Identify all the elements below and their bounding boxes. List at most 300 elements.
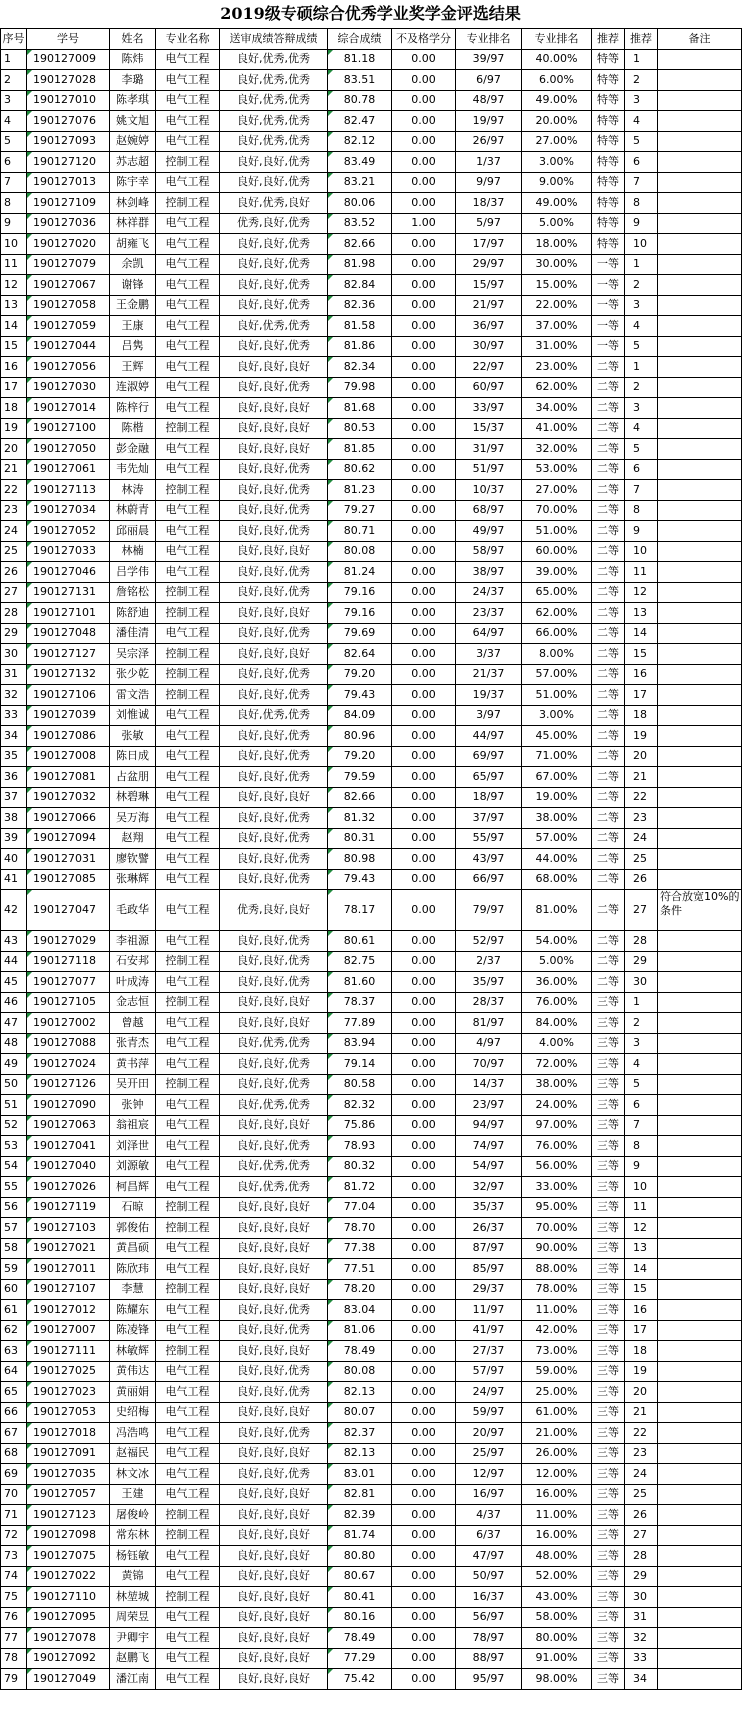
cell-index: 23	[1, 500, 27, 521]
cell-award-level: 二等	[592, 746, 625, 767]
cell-award-order: 25	[625, 1484, 658, 1505]
cell-award-order: 3	[625, 1033, 658, 1054]
cell-failed-credits: 0.00	[392, 336, 456, 357]
cell-rank-percent: 18.00%	[522, 234, 592, 255]
cell-rank-percent: 36.00%	[522, 972, 592, 993]
cell-award-level: 二等	[592, 562, 625, 583]
header-failed-credits: 不及格学分	[392, 29, 456, 50]
cell-award-order: 12	[625, 582, 658, 603]
cell-rank-percent: 70.00%	[522, 1218, 592, 1239]
cell-name: 赵鹏飞	[110, 1648, 156, 1669]
cell-major: 电气工程	[156, 70, 220, 91]
cell-index: 37	[1, 787, 27, 808]
cell-major: 控制工程	[156, 685, 220, 706]
cell-student-id: 190127026	[27, 1177, 110, 1198]
cell-rank-percent: 71.00%	[522, 746, 592, 767]
cell-major-rank: 88/97	[456, 1648, 522, 1669]
cell-composite-score: 81.74	[328, 1525, 392, 1546]
cell-award-order: 20	[625, 746, 658, 767]
cell-index: 64	[1, 1361, 27, 1382]
cell-major: 控制工程	[156, 1197, 220, 1218]
cell-review-scores: 良好,良好,优秀	[220, 172, 328, 193]
cell-rank-percent: 34.00%	[522, 398, 592, 419]
cell-rank-percent: 12.00%	[522, 1464, 592, 1485]
cell-major: 电气工程	[156, 357, 220, 378]
cell-review-scores: 良好,优秀,优秀	[220, 1177, 328, 1198]
cell-rank-percent: 90.00%	[522, 1238, 592, 1259]
cell-major-rank: 6/97	[456, 70, 522, 91]
cell-student-id: 190127119	[27, 1197, 110, 1218]
cell-major-rank: 11/97	[456, 1300, 522, 1321]
cell-remarks	[658, 541, 742, 562]
table-row	[1, 1259, 742, 1280]
cell-award-level: 特等	[592, 213, 625, 234]
cell-rank-percent: 45.00%	[522, 726, 592, 747]
cell-award-order: 23	[625, 1443, 658, 1464]
cell-composite-score: 80.78	[328, 90, 392, 111]
cell-review-scores: 良好,良好,良好	[220, 1443, 328, 1464]
cell-rank-percent: 68.00%	[522, 869, 592, 890]
cell-remarks	[658, 1546, 742, 1567]
cell-rank-percent: 4.00%	[522, 1033, 592, 1054]
cell-award-order: 26	[625, 869, 658, 890]
cell-remarks	[658, 377, 742, 398]
cell-major-rank: 22/97	[456, 357, 522, 378]
cell-failed-credits: 0.00	[392, 582, 456, 603]
cell-composite-score: 79.16	[328, 603, 392, 624]
cell-remarks	[658, 951, 742, 972]
cell-composite-score: 83.52	[328, 213, 392, 234]
cell-award-level: 三等	[592, 1136, 625, 1157]
cell-index: 55	[1, 1177, 27, 1198]
cell-award-level: 三等	[592, 1156, 625, 1177]
cell-failed-credits: 0.00	[392, 1074, 456, 1095]
cell-index: 13	[1, 295, 27, 316]
cell-major: 电气工程	[156, 746, 220, 767]
cell-award-level: 特等	[592, 131, 625, 152]
cell-failed-credits: 0.00	[392, 1484, 456, 1505]
cell-major-rank: 50/97	[456, 1566, 522, 1587]
cell-rank-percent: 73.00%	[522, 1341, 592, 1362]
cell-major: 控制工程	[156, 1279, 220, 1300]
cell-failed-credits: 0.00	[392, 1279, 456, 1300]
cell-major: 控制工程	[156, 1525, 220, 1546]
cell-review-scores: 良好,良好,优秀	[220, 521, 328, 542]
cell-award-order: 10	[625, 541, 658, 562]
cell-major: 电气工程	[156, 828, 220, 849]
cell-award-order: 18	[625, 705, 658, 726]
cell-student-id: 190127048	[27, 623, 110, 644]
cell-major-rank: 19/37	[456, 685, 522, 706]
cell-review-scores: 良好,良好,优秀	[220, 152, 328, 173]
cell-composite-score: 81.68	[328, 398, 392, 419]
cell-major-rank: 87/97	[456, 1238, 522, 1259]
cell-award-level: 一等	[592, 275, 625, 296]
cell-rank-percent: 91.00%	[522, 1648, 592, 1669]
cell-major-rank: 9/97	[456, 172, 522, 193]
cell-student-id: 190127030	[27, 377, 110, 398]
cell-failed-credits: 0.00	[392, 1095, 456, 1116]
cell-award-level: 特等	[592, 193, 625, 214]
cell-major-rank: 59/97	[456, 1402, 522, 1423]
cell-rank-percent: 30.00%	[522, 254, 592, 275]
cell-student-id: 190127035	[27, 1464, 110, 1485]
cell-name: 王辉	[110, 357, 156, 378]
cell-award-order: 5	[625, 131, 658, 152]
cell-review-scores: 良好,良好,良好	[220, 357, 328, 378]
cell-index: 48	[1, 1033, 27, 1054]
cell-major-rank: 18/97	[456, 787, 522, 808]
cell-award-level: 特等	[592, 111, 625, 132]
cell-composite-score: 82.37	[328, 1423, 392, 1444]
cell-award-level: 三等	[592, 1628, 625, 1649]
cell-rank-percent: 20.00%	[522, 111, 592, 132]
cell-review-scores: 优秀,良好,良好	[220, 890, 328, 931]
table-row	[1, 1382, 742, 1403]
cell-remarks	[658, 1341, 742, 1362]
cell-remarks	[658, 1382, 742, 1403]
cell-remarks	[658, 582, 742, 603]
table-row	[1, 664, 742, 685]
cell-name: 李祖源	[110, 931, 156, 952]
cell-remarks	[658, 623, 742, 644]
cell-major: 电气工程	[156, 1136, 220, 1157]
cell-major: 电气工程	[156, 131, 220, 152]
table-row	[1, 1484, 742, 1505]
cell-review-scores: 良好,良好,良好	[220, 1628, 328, 1649]
table-row	[1, 295, 742, 316]
cell-rank-percent: 62.00%	[522, 603, 592, 624]
cell-award-level: 三等	[592, 1074, 625, 1095]
cell-student-id: 190127113	[27, 480, 110, 501]
cell-review-scores: 良好,良好,优秀	[220, 664, 328, 685]
cell-major-rank: 64/97	[456, 623, 522, 644]
cell-index: 27	[1, 582, 27, 603]
table-row	[1, 1095, 742, 1116]
cell-student-id: 190127053	[27, 1402, 110, 1423]
cell-award-order: 6	[625, 1095, 658, 1116]
cell-remarks	[658, 1484, 742, 1505]
cell-award-order: 34	[625, 1669, 658, 1690]
cell-major: 电气工程	[156, 1156, 220, 1177]
cell-major-rank: 35/97	[456, 972, 522, 993]
cell-student-id: 190127029	[27, 931, 110, 952]
cell-name: 林剑峰	[110, 193, 156, 214]
cell-failed-credits: 0.00	[392, 1033, 456, 1054]
table-row	[1, 931, 742, 952]
cell-major: 控制工程	[156, 193, 220, 214]
cell-student-id: 190127002	[27, 1013, 110, 1034]
cell-rank-percent: 38.00%	[522, 1074, 592, 1095]
cell-review-scores: 良好,优秀,良好	[220, 193, 328, 214]
cell-rank-percent: 57.00%	[522, 828, 592, 849]
table-row	[1, 1423, 742, 1444]
cell-major: 电气工程	[156, 111, 220, 132]
cell-award-level: 三等	[592, 1546, 625, 1567]
cell-award-level: 三等	[592, 992, 625, 1013]
cell-review-scores: 良好,良好,优秀	[220, 1136, 328, 1157]
cell-remarks	[658, 746, 742, 767]
cell-award-order: 14	[625, 623, 658, 644]
cell-name: 黄丽娟	[110, 1382, 156, 1403]
cell-index: 70	[1, 1484, 27, 1505]
cell-student-id: 190127081	[27, 767, 110, 788]
cell-student-id: 190127091	[27, 1443, 110, 1464]
cell-failed-credits: 0.00	[392, 1464, 456, 1485]
cell-major: 电气工程	[156, 316, 220, 337]
cell-award-order: 30	[625, 972, 658, 993]
cell-award-order: 16	[625, 1300, 658, 1321]
cell-award-level: 三等	[592, 1218, 625, 1239]
table-row	[1, 1341, 742, 1362]
cell-award-order: 13	[625, 603, 658, 624]
cell-award-level: 二等	[592, 869, 625, 890]
cell-index: 67	[1, 1423, 27, 1444]
cell-major-rank: 78/97	[456, 1628, 522, 1649]
cell-failed-credits: 0.00	[392, 890, 456, 931]
cell-failed-credits: 0.00	[392, 541, 456, 562]
cell-major-rank: 30/97	[456, 336, 522, 357]
cell-name: 吴万海	[110, 808, 156, 829]
cell-major: 电气工程	[156, 398, 220, 419]
cell-review-scores: 良好,良好,良好	[220, 1648, 328, 1669]
cell-major: 电气工程	[156, 541, 220, 562]
cell-rank-percent: 66.00%	[522, 623, 592, 644]
cell-index: 75	[1, 1587, 27, 1608]
cell-name: 占盆朋	[110, 767, 156, 788]
cell-remarks	[658, 131, 742, 152]
cell-remarks	[658, 90, 742, 111]
cell-failed-credits: 0.00	[392, 808, 456, 829]
cell-rank-percent: 5.00%	[522, 213, 592, 234]
cell-failed-credits: 0.00	[392, 1238, 456, 1259]
cell-failed-credits: 0.00	[392, 705, 456, 726]
cell-review-scores: 良好,良好,优秀	[220, 972, 328, 993]
cell-remarks	[658, 1218, 742, 1239]
cell-major: 控制工程	[156, 664, 220, 685]
cell-award-level: 三等	[592, 1300, 625, 1321]
cell-major-rank: 28/37	[456, 992, 522, 1013]
cell-rank-percent: 61.00%	[522, 1402, 592, 1423]
cell-composite-score: 80.71	[328, 521, 392, 542]
cell-review-scores: 良好,优秀,优秀	[220, 1033, 328, 1054]
cell-major: 电气工程	[156, 377, 220, 398]
cell-major: 电气工程	[156, 500, 220, 521]
cell-name: 李慧	[110, 1279, 156, 1300]
cell-review-scores: 良好,良好,优秀	[220, 562, 328, 583]
table-row	[1, 869, 742, 890]
cell-student-id: 190127109	[27, 193, 110, 214]
cell-index: 78	[1, 1648, 27, 1669]
cell-name: 林楠	[110, 541, 156, 562]
cell-review-scores: 优秀,良好,优秀	[220, 213, 328, 234]
table-row	[1, 890, 742, 931]
cell-name: 王康	[110, 316, 156, 337]
cell-major-rank: 23/37	[456, 603, 522, 624]
cell-major: 控制工程	[156, 1341, 220, 1362]
cell-rank-percent: 49.00%	[522, 193, 592, 214]
cell-award-order: 8	[625, 193, 658, 214]
cell-composite-score: 83.94	[328, 1033, 392, 1054]
cell-student-id: 190127012	[27, 1300, 110, 1321]
cell-major-rank: 54/97	[456, 1156, 522, 1177]
cell-rank-percent: 24.00%	[522, 1095, 592, 1116]
cell-student-id: 190127050	[27, 439, 110, 460]
cell-major: 电气工程	[156, 1300, 220, 1321]
cell-remarks	[658, 49, 742, 70]
cell-remarks	[658, 234, 742, 255]
cell-award-order: 11	[625, 1197, 658, 1218]
cell-composite-score: 80.31	[328, 828, 392, 849]
cell-student-id: 190127011	[27, 1259, 110, 1280]
cell-name: 翁祖宸	[110, 1115, 156, 1136]
cell-major-rank: 49/97	[456, 521, 522, 542]
cell-failed-credits: 0.00	[392, 1546, 456, 1567]
cell-composite-score: 79.98	[328, 377, 392, 398]
cell-failed-credits: 0.00	[392, 439, 456, 460]
cell-major: 电气工程	[156, 931, 220, 952]
cell-major-rank: 4/97	[456, 1033, 522, 1054]
cell-remarks	[658, 70, 742, 91]
cell-student-id: 190127095	[27, 1607, 110, 1628]
cell-rank-percent: 42.00%	[522, 1320, 592, 1341]
table-row	[1, 254, 742, 275]
table-row	[1, 1546, 742, 1567]
cell-award-level: 特等	[592, 90, 625, 111]
cell-review-scores: 良好,良好,优秀	[220, 849, 328, 870]
cell-failed-credits: 0.00	[392, 254, 456, 275]
cell-major-rank: 69/97	[456, 746, 522, 767]
cell-rank-percent: 22.00%	[522, 295, 592, 316]
cell-composite-score: 78.49	[328, 1628, 392, 1649]
cell-rank-percent: 39.00%	[522, 562, 592, 583]
table-row	[1, 1669, 742, 1690]
cell-rank-percent: 3.00%	[522, 705, 592, 726]
cell-name: 邱丽晨	[110, 521, 156, 542]
cell-remarks	[658, 1136, 742, 1157]
table-row	[1, 582, 742, 603]
cell-review-scores: 良好,良好,优秀	[220, 480, 328, 501]
cell-remarks	[658, 767, 742, 788]
cell-rank-percent: 76.00%	[522, 1136, 592, 1157]
cell-major: 电气工程	[156, 1115, 220, 1136]
cell-name: 尹卿宇	[110, 1628, 156, 1649]
cell-award-order: 32	[625, 1628, 658, 1649]
cell-review-scores: 良好,优秀,优秀	[220, 1156, 328, 1177]
cell-name: 叶成涛	[110, 972, 156, 993]
cell-failed-credits: 0.00	[392, 767, 456, 788]
cell-major: 电气工程	[156, 1648, 220, 1669]
cell-failed-credits: 0.00	[392, 1669, 456, 1690]
cell-remarks	[658, 1648, 742, 1669]
cell-name: 吴宗泽	[110, 644, 156, 665]
cell-award-level: 三等	[592, 1320, 625, 1341]
table-row	[1, 172, 742, 193]
header-major: 专业名称	[156, 29, 220, 50]
cell-major: 电气工程	[156, 1607, 220, 1628]
cell-remarks: 符合放宽10%的条件	[658, 890, 742, 931]
cell-remarks	[658, 603, 742, 624]
cell-award-level: 二等	[592, 541, 625, 562]
cell-index: 73	[1, 1546, 27, 1567]
cell-remarks	[658, 1464, 742, 1485]
cell-award-level: 二等	[592, 705, 625, 726]
cell-remarks	[658, 1607, 742, 1628]
cell-rank-percent: 33.00%	[522, 1177, 592, 1198]
cell-award-order: 21	[625, 1402, 658, 1423]
cell-major: 电气工程	[156, 1464, 220, 1485]
cell-remarks	[658, 869, 742, 890]
cell-failed-credits: 0.00	[392, 1587, 456, 1608]
cell-failed-credits: 0.00	[392, 746, 456, 767]
cell-composite-score: 81.98	[328, 254, 392, 275]
cell-composite-score: 83.01	[328, 1464, 392, 1485]
cell-index: 59	[1, 1259, 27, 1280]
cell-remarks	[658, 111, 742, 132]
cell-review-scores: 良好,良好,优秀	[220, 623, 328, 644]
cell-name: 胡雍飞	[110, 234, 156, 255]
cell-student-id: 190127061	[27, 459, 110, 480]
cell-student-id: 190127085	[27, 869, 110, 890]
cell-award-level: 二等	[592, 500, 625, 521]
cell-failed-credits: 0.00	[392, 316, 456, 337]
cell-failed-credits: 0.00	[392, 49, 456, 70]
cell-award-level: 三等	[592, 1197, 625, 1218]
cell-major: 控制工程	[156, 582, 220, 603]
cell-composite-score: 82.36	[328, 295, 392, 316]
cell-rank-percent: 81.00%	[522, 890, 592, 931]
cell-name: 陈欣玮	[110, 1259, 156, 1280]
cell-failed-credits: 0.00	[392, 972, 456, 993]
cell-composite-score: 81.85	[328, 439, 392, 460]
cell-failed-credits: 0.00	[392, 152, 456, 173]
cell-review-scores: 良好,优秀,优秀	[220, 131, 328, 152]
cell-index: 7	[1, 172, 27, 193]
cell-remarks	[658, 213, 742, 234]
cell-major: 电气工程	[156, 1546, 220, 1567]
header-rank-percent: 专业排名	[522, 29, 592, 50]
cell-review-scores: 良好,良好,优秀	[220, 234, 328, 255]
cell-review-scores: 良好,良好,良好	[220, 541, 328, 562]
cell-award-order: 8	[625, 1136, 658, 1157]
cell-award-order: 15	[625, 644, 658, 665]
cell-name: 韦先灿	[110, 459, 156, 480]
cell-major-rank: 26/37	[456, 1218, 522, 1239]
cell-review-scores: 良好,良好,优秀	[220, 1382, 328, 1403]
cell-award-level: 特等	[592, 172, 625, 193]
cell-remarks	[658, 275, 742, 296]
cell-index: 40	[1, 849, 27, 870]
cell-review-scores: 良好,良好,优秀	[220, 377, 328, 398]
cell-student-id: 190127120	[27, 152, 110, 173]
cell-award-order: 4	[625, 1054, 658, 1075]
cell-index: 9	[1, 213, 27, 234]
cell-major-rank: 1/37	[456, 152, 522, 173]
cell-index: 44	[1, 951, 27, 972]
cell-composite-score: 79.43	[328, 685, 392, 706]
cell-student-id: 190127058	[27, 295, 110, 316]
cell-composite-score: 81.58	[328, 316, 392, 337]
cell-name: 刘泽世	[110, 1136, 156, 1157]
cell-student-id: 190127079	[27, 254, 110, 275]
cell-failed-credits: 0.00	[392, 398, 456, 419]
cell-student-id: 190127075	[27, 1546, 110, 1567]
cell-name: 王金鹏	[110, 295, 156, 316]
cell-major: 电气工程	[156, 1382, 220, 1403]
cell-major-rank: 4/37	[456, 1505, 522, 1526]
cell-student-id: 190127031	[27, 849, 110, 870]
cell-index: 79	[1, 1669, 27, 1690]
